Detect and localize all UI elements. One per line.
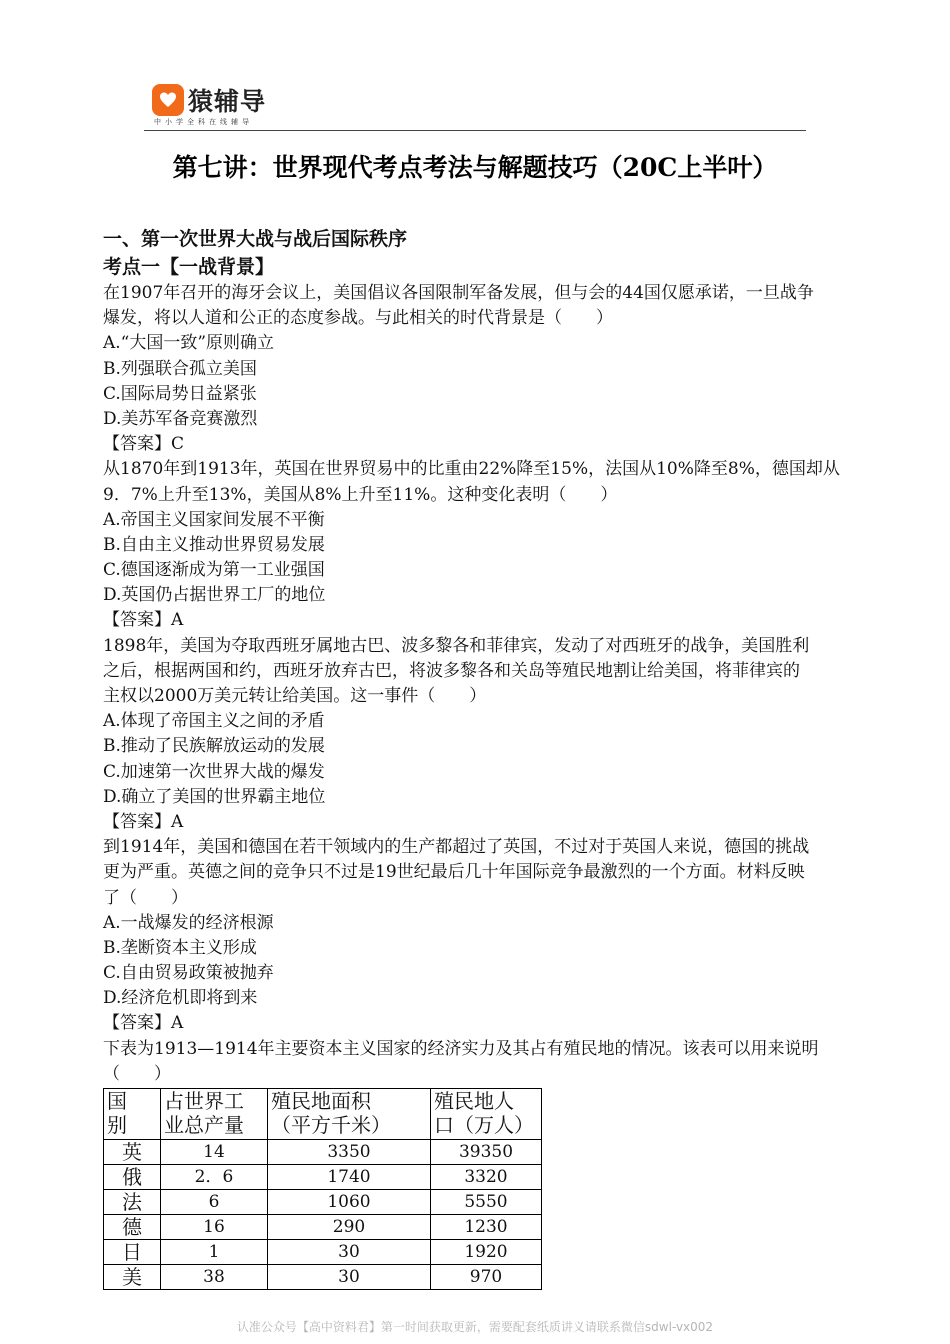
question-stem-line: 在1907年召开的海牙会议上，美国倡议各国限制军备发展，但与会的44国仅愿承诺，一旦战争 (103, 283, 814, 303)
option-b: B.自由主义推动世界贸易发展 (103, 534, 325, 555)
question-4 (103, 835, 893, 1037)
question-1 (103, 281, 893, 457)
footer-watermark: 认准公众号【高中资料君】第一时间获取更新，需要配套纸质讲义请联系微信sdwl-vx002 (236, 1320, 714, 1334)
question-5 (103, 1037, 893, 1290)
question-stem-line: 从1870年到1913年，英国在世界贸易中的比重由22%降至15%，法国从10%降至8%，德国却从 (103, 459, 840, 480)
colonies-data-table (103, 1088, 542, 1290)
option-b: B.列强联合孤立美国 (103, 358, 257, 379)
question-stem-line: 9．7%上升至13%，美国从8%上升至11%。这种变化表明（ ） (103, 484, 618, 505)
brand-mark-icon (152, 84, 184, 116)
question-stem-line: 主权以2000万美元转让给美国。这一事件（ ） (103, 686, 487, 706)
option-c: C.国际局势日益紧张 (103, 383, 257, 404)
option-d: D.确立了美国的世界霸主地位 (103, 786, 326, 807)
section-heading: 一、第一次世界大战与战后国际秩序 (103, 228, 408, 250)
option-c: C.德国逐渐成为第一工业强国 (103, 560, 325, 581)
option-d: D.经济危机即将到来 (103, 988, 258, 1009)
table-row: 美 38 30 970 (104, 1265, 542, 1290)
table-row: 英 14 3350 39350 (104, 1140, 542, 1165)
document-body (103, 224, 893, 1290)
table-header-colony-population: 殖民地人 口（万人） (431, 1089, 542, 1140)
option-a: A.帝国主义国家间发展不平衡 (103, 509, 325, 530)
page-title: 第七讲：世界现代考点考法与解题技巧（20C上半叶） (172, 153, 778, 182)
table-row: 日 1 30 1920 (104, 1240, 542, 1265)
question-stem-line: 了（ ） (103, 887, 188, 908)
question-stem-line: 爆发，将以人道和公正的态度参战。与此相关的时代背景是（ ） (103, 308, 613, 329)
answer-label: 【答案】A (103, 610, 184, 631)
table-row: 法 6 1060 5550 (104, 1190, 542, 1215)
option-d: D.英国仍占据世界工厂的地位 (103, 585, 326, 606)
option-a: A.体现了帝国主义之间的矛盾 (103, 711, 325, 732)
table-header-industry-share: 占世界工 业总产量 (161, 1089, 268, 1140)
question-stem-line: 到1914年，美国和德国在若干领域内的生产都超过了英国，不过对于英国人来说，德国的挑战 (103, 837, 810, 858)
brand-logo (152, 80, 292, 128)
table-header-country: 国 别 (104, 1089, 161, 1140)
question-stem-line: 下表为1913—1914年主要资本主义国家的经济实力及其占有殖民地的情况。该表可以用来说明 (103, 1038, 819, 1059)
answer-label: 【答案】A (103, 811, 184, 832)
table-row: 德 16 290 1230 (104, 1215, 542, 1240)
option-c: C.自由贸易政策被抛弃 (103, 963, 274, 984)
answer-label: 【答案】A (103, 1013, 184, 1034)
option-a: A.一战爆发的经济根源 (103, 912, 274, 933)
option-b: B.推动了民族解放运动的发展 (103, 736, 325, 757)
question-stem-line: 1898年，美国为夺取西班牙属地古巴、波多黎各和菲律宾，发动了对西班牙的战争，美国胜利 (103, 635, 810, 656)
question-2 (103, 457, 893, 633)
header-divider (144, 130, 806, 131)
table-header-colony-area: 殖民地面积 （平方千米） (268, 1089, 431, 1140)
option-b: B.垄断资本主义形成 (103, 937, 257, 958)
brand-name: 猿辅导 (188, 87, 267, 116)
question-stem-line: 之后，根据两国和约，西班牙放弃古巴，将波多黎各和关岛等殖民地割让给美国，将菲律宾的 (103, 660, 800, 681)
topic-heading: 考点一【一战背景】 (103, 256, 275, 278)
option-c: C.加速第一次世界大战的爆发 (103, 761, 325, 782)
table-header-row (104, 1089, 542, 1140)
brand-tagline: 中小学全科在线辅导 (154, 118, 253, 126)
table-row: 俄 2．6 1740 3320 (104, 1165, 542, 1190)
option-a: A.“大国一致”原则确立 (103, 333, 275, 354)
question-3 (103, 634, 893, 836)
question-stem-line: 更为严重。英德之间的竞争只不过是19世纪最后几十年国际竞争最激烈的一个方面。材料反映 (103, 862, 805, 883)
question-stem-line: （ ） (103, 1063, 171, 1084)
answer-label: 【答案】C (103, 434, 185, 455)
option-d: D.美苏军备竞赛激烈 (103, 408, 258, 429)
